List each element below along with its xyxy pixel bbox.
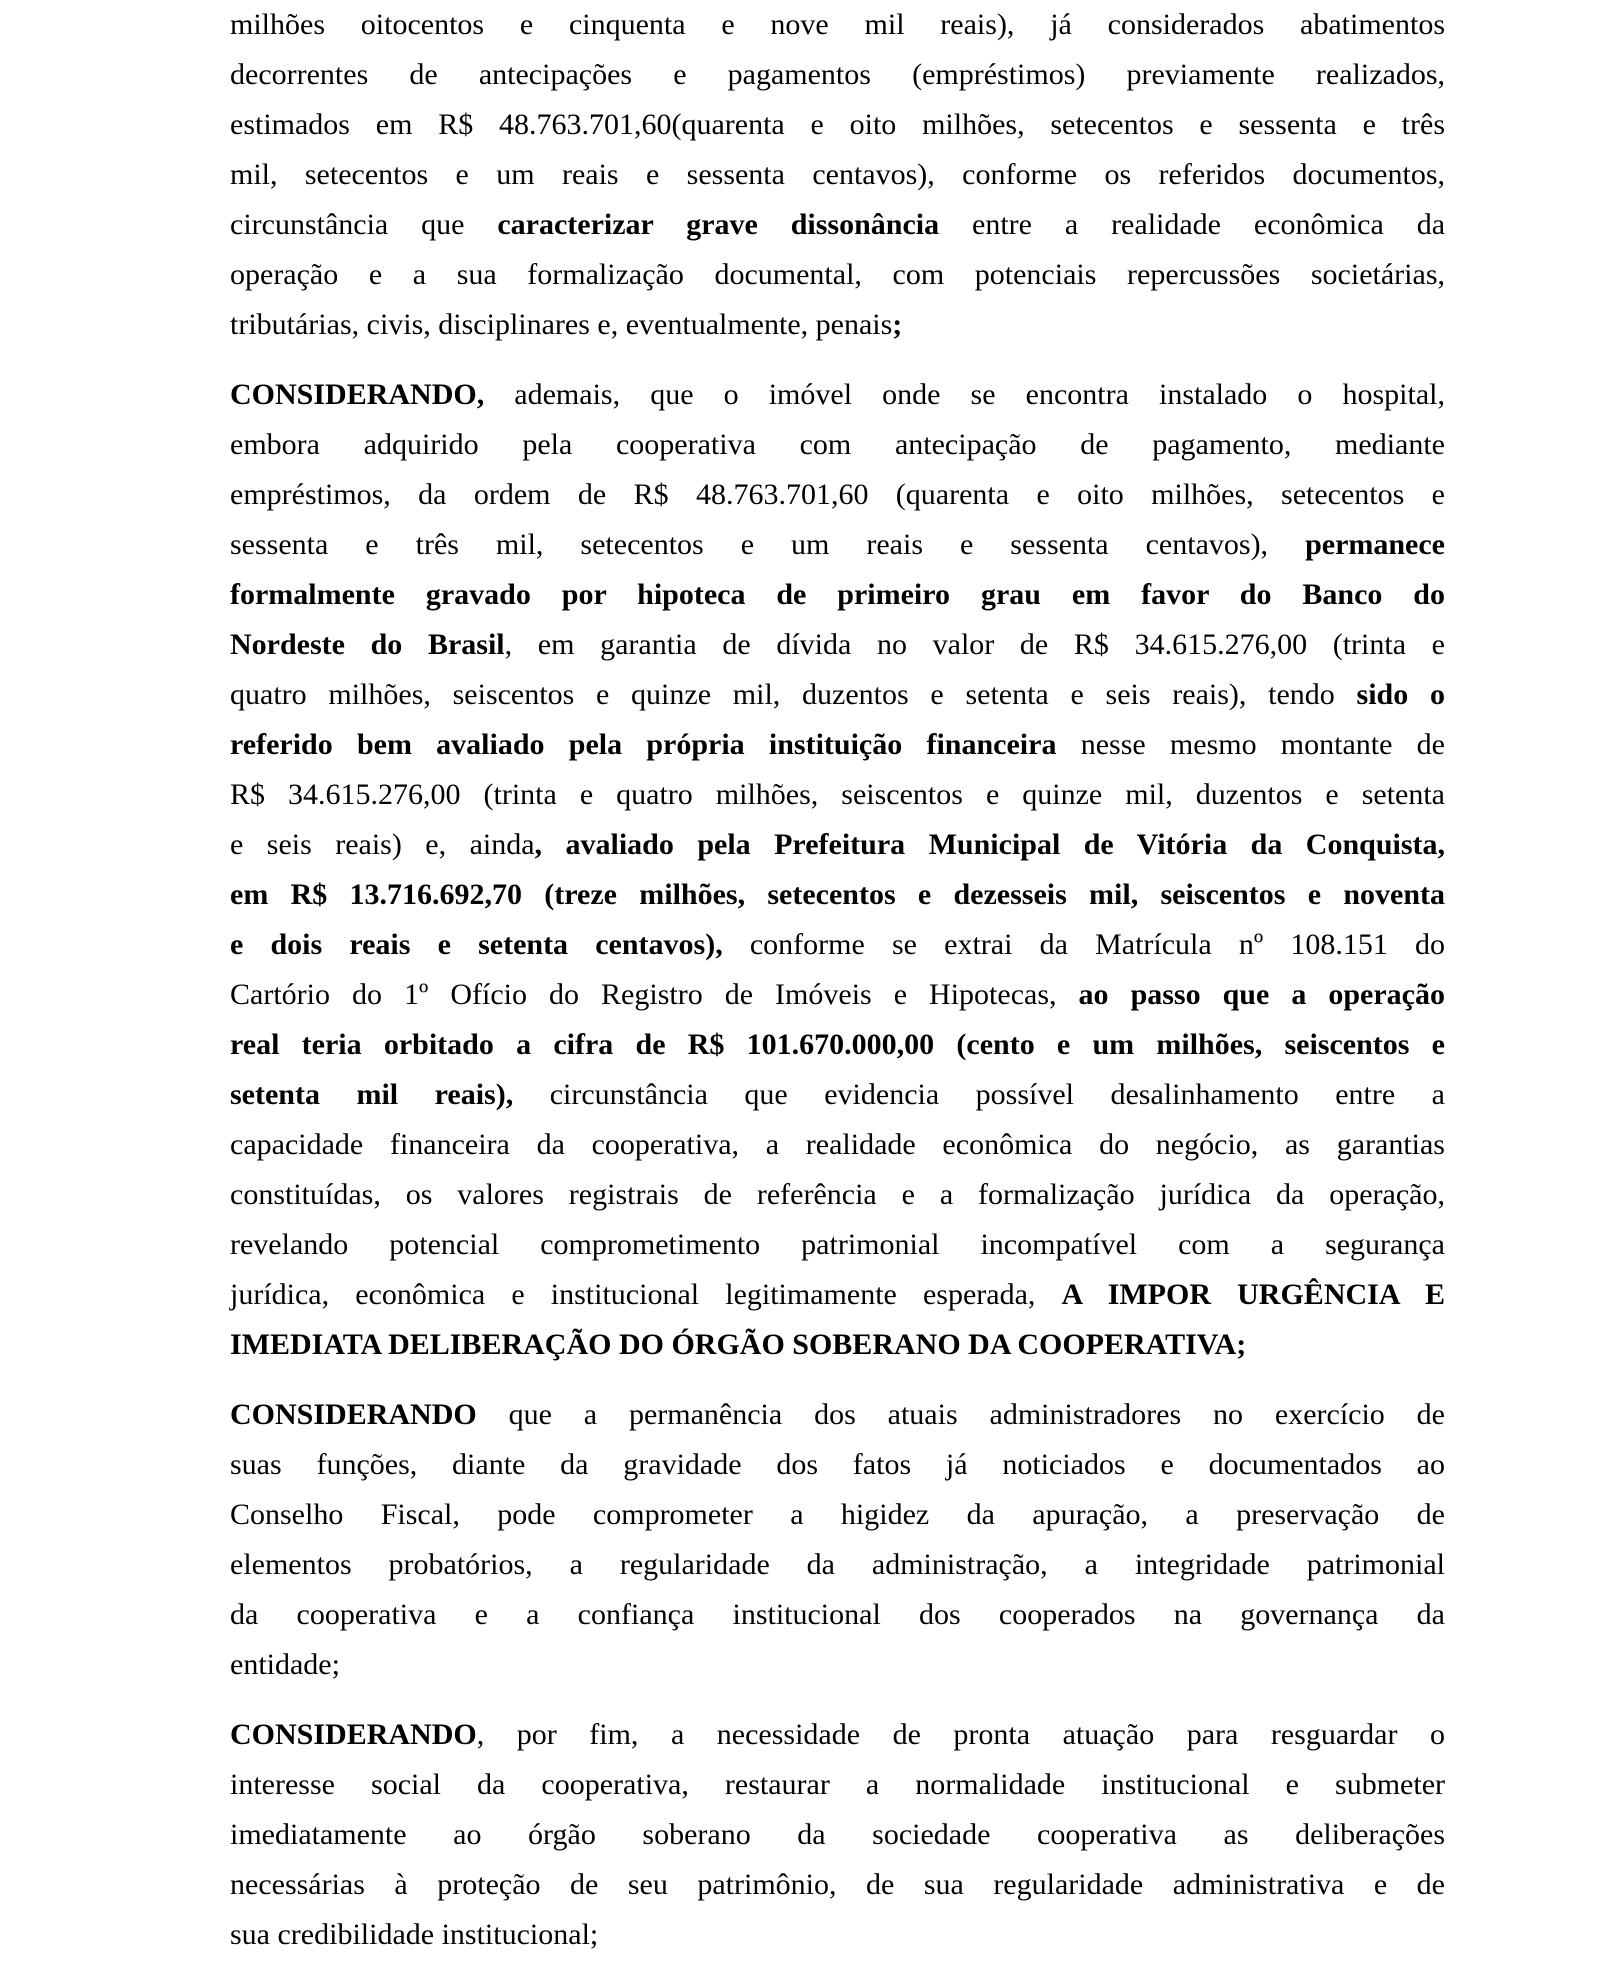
text-line <box>230 250 1445 300</box>
text-line <box>230 1490 1445 1540</box>
text-line <box>230 0 1445 50</box>
text-segment: decorrentes de antecipações e pagamentos (empréstimos) previamente realizados, <box>230 58 1445 91</box>
text-line <box>230 870 1445 920</box>
text-line <box>230 100 1445 150</box>
text-line <box>230 1910 1445 1960</box>
bold-text-segment: IMEDIATA DELIBERAÇÃO DO ÓRGÃO SOBERANO DA COOPERATIVA; <box>230 1328 1247 1361</box>
text-line <box>230 1810 1445 1860</box>
text-segment: Conselho Fiscal, pode comprometer a higidez da apuração, a preservação de <box>230 1498 1445 1531</box>
text-segment: entidade; <box>230 1648 340 1681</box>
text-segment: circunstância que evidencia possível desalinhamento entre a <box>513 1078 1445 1111</box>
text-segment: capacidade financeira da cooperativa, a realidade econômica do negócio, as garantias <box>230 1128 1445 1161</box>
text-line <box>230 1270 1445 1320</box>
text-segment: jurídica, econômica e institucional legitimamente esperada, <box>230 1278 1062 1311</box>
text-segment: ademais, que o imóvel onde se encontra instalado o hospital, <box>484 378 1445 411</box>
text-segment: interesse social da cooperativa, restaurar a normalidade institucional e submeter <box>230 1768 1445 1801</box>
bold-text-segment: ; <box>892 308 903 341</box>
text-segment: operação e a sua formalização documental, com potenciais repercussões societárias, <box>230 258 1445 291</box>
text-segment: quatro milhões, seiscentos e quinze mil, duzentos e setenta e seis reais), tendo <box>230 678 1357 711</box>
text-segment: , em garantia de dívida no valor de R$ 34.615.276,00 (trinta e <box>504 628 1445 661</box>
text-line <box>230 1590 1445 1640</box>
bold-text-segment: Nordeste do Brasil <box>230 628 505 661</box>
text-segment: sessenta e três mil, setecentos e um reais e sessenta centavos), <box>230 528 1306 561</box>
bold-text-segment: CONSIDERANDO <box>230 1398 477 1431</box>
text-segment: constituídas, os valores registrais de referência e a formalização jurídica da operação, <box>230 1178 1445 1211</box>
bold-text-segment: formalmente gravado por hipoteca de primeiro grau em favor do Banco do <box>230 578 1445 611</box>
text-line <box>230 1020 1445 1070</box>
text-line <box>230 1120 1445 1170</box>
text-line <box>230 50 1445 100</box>
bold-text-segment: sido o <box>1356 678 1445 711</box>
text-segment: da cooperativa e a confiança institucional dos cooperados na governança da <box>230 1598 1445 1631</box>
text-line <box>230 300 1445 350</box>
paragraph <box>230 1710 1445 1960</box>
bold-text-segment: , avaliado pela Prefeitura Municipal de Vitória da Conquista, <box>534 828 1446 861</box>
text-line <box>230 1540 1445 1590</box>
bold-text-segment: CONSIDERANDO, <box>230 378 485 411</box>
text-line <box>230 1760 1445 1810</box>
text-segment: e seis reais) e, ainda <box>230 828 535 861</box>
text-segment: mil, setecentos e um reais e sessenta centavos), conforme os referidos documentos, <box>230 158 1445 191</box>
text-line <box>230 1860 1445 1910</box>
text-segment: necessárias à proteção de seu patrimônio, de sua regularidade administrativa e de <box>230 1868 1445 1901</box>
text-line <box>230 820 1445 870</box>
bold-text-segment: referido bem avaliado pela própria instituição financeira <box>230 728 1057 761</box>
text-segment: Cartório do 1º Ofício do Registro de Imóveis e Hipotecas, <box>230 978 1079 1011</box>
text-segment: empréstimos, da ordem de R$ 48.763.701,60 (quarenta e oito milhões, setecentos e <box>230 478 1445 511</box>
text-line <box>230 420 1445 470</box>
text-segment: que a permanência dos atuais administradores no exercício de <box>476 1398 1445 1431</box>
text-segment: embora adquirido pela cooperativa com antecipação de pagamento, mediante <box>230 428 1445 461</box>
text-line <box>230 670 1445 720</box>
text-line <box>230 1070 1445 1120</box>
text-segment: nesse mesmo montante de <box>1056 728 1445 761</box>
text-line <box>230 920 1445 970</box>
text-line <box>230 1170 1445 1220</box>
bold-text-segment: permanece <box>1305 528 1445 561</box>
text-line <box>230 720 1445 770</box>
text-segment: suas funções, diante da gravidade dos fatos já noticiados e documentados ao <box>230 1448 1445 1481</box>
text-line <box>230 1220 1445 1270</box>
text-line <box>230 150 1445 200</box>
text-segment: conforme se extrai da Matrícula nº 108.151 do <box>722 928 1445 961</box>
paragraph <box>230 0 1445 350</box>
bold-text-segment: setenta mil reais), <box>230 1078 514 1111</box>
text-line <box>230 570 1445 620</box>
text-segment: entre a realidade econômica da <box>939 208 1446 241</box>
bold-text-segment: ao passo que a operação <box>1078 978 1445 1011</box>
text-segment: , por fim, a necessidade de pronta atuação para resguardar o <box>476 1718 1445 1751</box>
bold-text-segment: caracterizar grave dissonância <box>497 208 940 241</box>
bold-text-segment: A IMPOR URGÊNCIA E <box>1061 1278 1445 1311</box>
text-line <box>230 470 1445 520</box>
bold-text-segment: em R$ 13.716.692,70 (treze milhões, setecentos e dezesseis mil, seiscentos e noventa <box>230 878 1445 911</box>
text-line <box>230 970 1445 1020</box>
text-segment: R$ 34.615.276,00 (trinta e quatro milhões, seiscentos e quinze mil, duzentos e setenta <box>230 778 1445 811</box>
text-line <box>230 1390 1445 1440</box>
text-segment: circunstância que <box>230 208 498 241</box>
text-line <box>230 370 1445 420</box>
text-segment: milhões oitocentos e cinquenta e nove mil reais), já considerados abatimentos <box>230 8 1445 41</box>
text-line <box>230 520 1445 570</box>
bold-text-segment: real teria orbitado a cifra de R$ 101.670.000,00 (cento e um milhões, seiscentos e <box>230 1028 1445 1061</box>
paragraph <box>230 1390 1445 1690</box>
text-segment: sua credibilidade institucional; <box>230 1918 599 1951</box>
text-segment: estimados em R$ 48.763.701,60(quarenta e oito milhões, setecentos e sessenta e três <box>230 108 1445 141</box>
text-segment: tributárias, civis, disciplinares e, eventualmente, penais <box>230 308 893 341</box>
text-line <box>230 200 1445 250</box>
bold-text-segment: e dois reais e setenta centavos), <box>230 928 723 961</box>
text-line <box>230 1640 1445 1690</box>
bold-text-segment: CONSIDERANDO <box>230 1718 477 1751</box>
paragraph <box>230 370 1445 1370</box>
text-segment: elementos probatórios, a regularidade da administração, a integridade patrimonial <box>230 1548 1445 1581</box>
text-line <box>230 1320 1445 1370</box>
text-line <box>230 620 1445 670</box>
text-line <box>230 1440 1445 1490</box>
text-segment: imediatamente ao órgão soberano da sociedade cooperativa as deliberações <box>230 1818 1445 1851</box>
text-line <box>230 1710 1445 1760</box>
text-line <box>230 770 1445 820</box>
text-segment: revelando potencial comprometimento patrimonial incompatível com a segurança <box>230 1228 1445 1261</box>
